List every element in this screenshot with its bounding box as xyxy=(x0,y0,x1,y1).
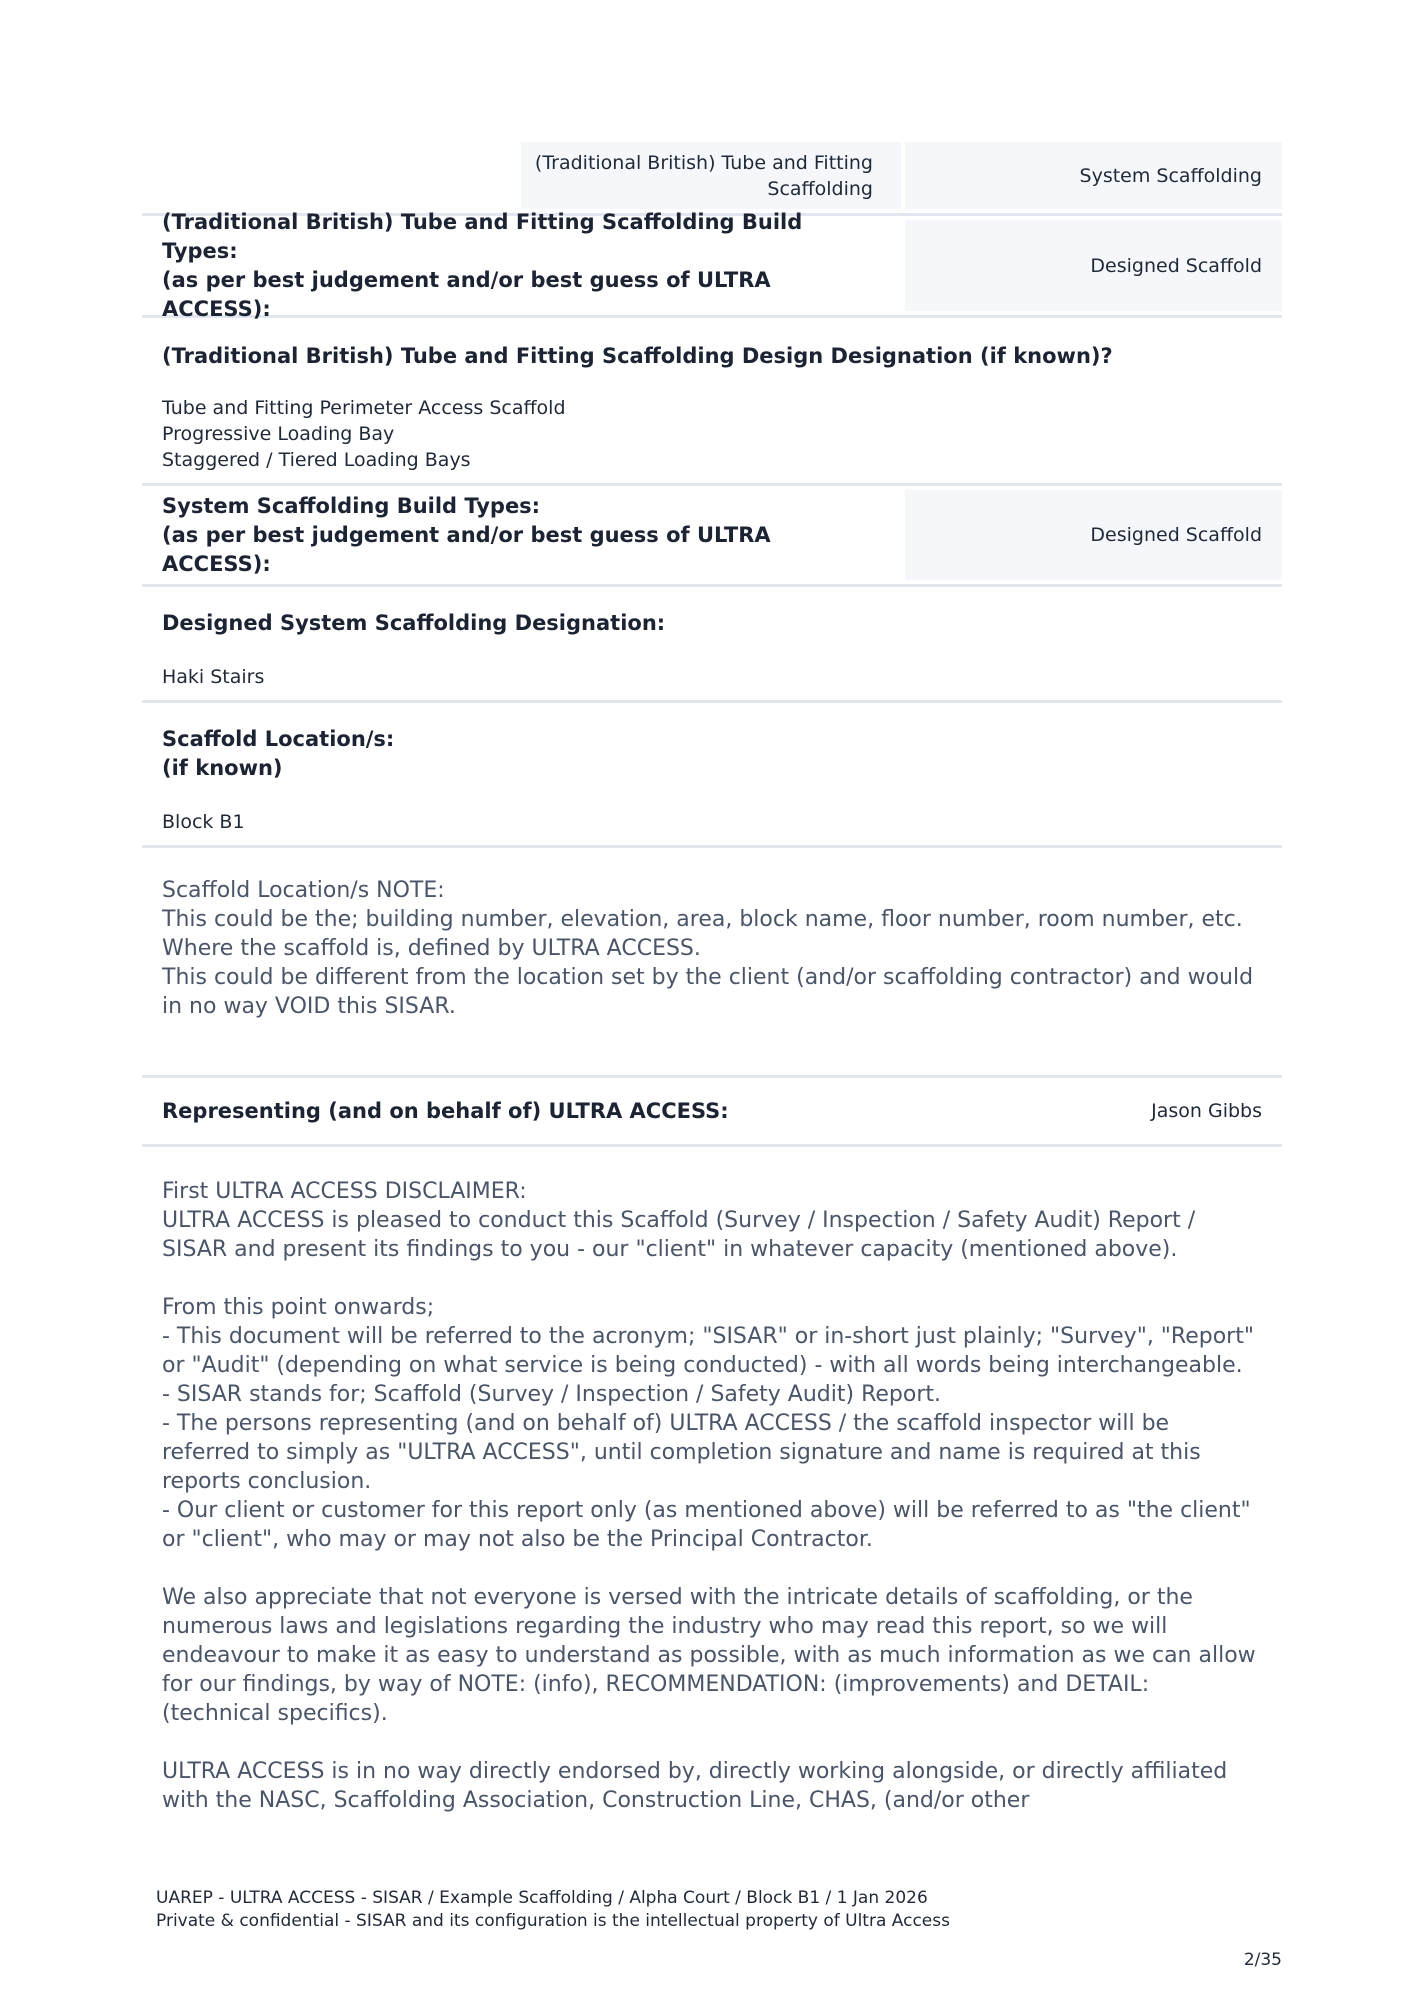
system-build-types-value: Designed Scaffold xyxy=(905,490,1282,580)
onwards-item: - The persons representing (and on behalf of) ULTRA ACCESS / the scaffold inspector will be referred to simply as "ULTRA ACCESS", until completion signature and name is required at this reports conclusion. xyxy=(162,1411,1201,1494)
system-design-designation-value: Haki Stairs xyxy=(162,666,265,688)
disclaimer-section xyxy=(142,1147,1282,1815)
tf-build-types-row xyxy=(142,209,1282,321)
page-footer xyxy=(156,1887,950,1933)
system-build-types-label: System Scaffolding Build Types: (as per best judgement and/or best guess of ULTRA ACCESS): xyxy=(162,493,771,576)
header-system-scaffolding: System Scaffolding xyxy=(905,142,1282,209)
representing-value: Jason Gibbs xyxy=(1151,1100,1262,1122)
endorse-paragraph: ULTRA ACCESS is in no way directly endorsed by, directly working alongside, or directly affiliated with the NASC, Scaffolding Association, Construction Line, CHAS, (and/or other xyxy=(162,1759,1228,1813)
system-build-types-row xyxy=(142,490,1282,580)
tf-design-designation-list xyxy=(162,395,1262,473)
note-heading: Scaffold Location/s NOTE: xyxy=(162,878,445,903)
system-design-designation-title: Designed System Scaffolding Designation: xyxy=(162,611,666,635)
tf-design-designation-section xyxy=(142,318,1282,483)
note-line: This could be the; building number, elevation, area, block name, floor number, room number, etc. xyxy=(162,907,1243,932)
representing-row xyxy=(142,1078,1282,1144)
scaffold-location-title: Scaffold Location/s: (if known) xyxy=(162,727,395,780)
tf-build-types-label: (Traditional British) Tube and Fitting Scaffolding Build Types: (as per best judgement and/or best guess of ULTRA ACCESS): xyxy=(162,209,803,321)
tf-design-item: Progressive Loading Bay xyxy=(162,423,395,445)
onwards-item: - This document will be referred to the acronym; "SISAR" or in-short just plainly; "Survey", "Report" or "Audit" (depending on what service is being conducted) - with all words being interchangeable. xyxy=(162,1324,1254,1378)
report-page xyxy=(142,142,1282,1815)
onwards-heading: From this point onwards; xyxy=(162,1295,435,1320)
note-line: This could be different from the location set by the client (and/or scaffolding contractor) and would in no way VOID this SISAR. xyxy=(162,965,1254,1019)
appreciate-paragraph: We also appreciate that not everyone is versed with the intricate details of scaffolding, or the numerous laws and legislations regarding the industry who may read this report, so we will endeavour to make it as easy to understand as possible, with as much information as we can allow for our findings, by way of NOTE: (info), RECOMMENDATION: (improvements) and DETAIL: (technical specifics). xyxy=(162,1585,1256,1726)
disclaimer-heading: First ULTRA ACCESS DISCLAIMER: xyxy=(162,1179,527,1204)
scaffold-location-value: Block B1 xyxy=(162,811,245,833)
divider xyxy=(142,483,1282,486)
disclaimer-intro: ULTRA ACCESS is pleased to conduct this Scaffold (Survey / Inspection / Safety Audit) Report / SISAR and present its findings to you - our "client" in whatever capacity (mentioned above). xyxy=(162,1208,1196,1262)
onwards-item: - SISAR stands for; Scaffold (Survey / Inspection / Safety Audit) Report. xyxy=(162,1382,942,1407)
tf-design-item: Tube and Fitting Perimeter Access Scaffold xyxy=(162,397,566,419)
footer-confidential: Private & confidential - SISAR and its configuration is the intellectual property of Ultra Access xyxy=(156,1911,950,1931)
tf-build-types-value: Designed Scaffold xyxy=(905,220,1282,311)
tf-design-designation-title: (Traditional British) Tube and Fitting Scaffolding Design Designation (if known)? xyxy=(162,344,1113,368)
page-number: 2/35 xyxy=(1243,1950,1282,1970)
scaffold-location-section xyxy=(142,703,1282,845)
note-line: Where the scaffold is, defined by ULTRA ACCESS. xyxy=(162,936,701,961)
representing-label: Representing (and on behalf of) ULTRA ACCESS: xyxy=(162,1099,729,1123)
tf-design-item: Staggered / Tiered Loading Bays xyxy=(162,449,471,471)
system-design-designation-section xyxy=(142,587,1282,700)
footer-reference: UAREP - ULTRA ACCESS - SISAR / Example Scaffolding / Alpha Court / Block B1 / 1 Jan 2026 xyxy=(156,1888,928,1908)
scaffold-type-header-row xyxy=(142,142,1282,209)
scaffold-location-note xyxy=(142,848,1282,1075)
onwards-item: - Our client or customer for this report only (as mentioned above) will be referred to as "the client" or "client", who may or may not also be the Principal Contractor. xyxy=(162,1498,1251,1552)
header-tube-and-fitting: (Traditional British) Tube and Fitting Scaffolding xyxy=(521,142,901,209)
